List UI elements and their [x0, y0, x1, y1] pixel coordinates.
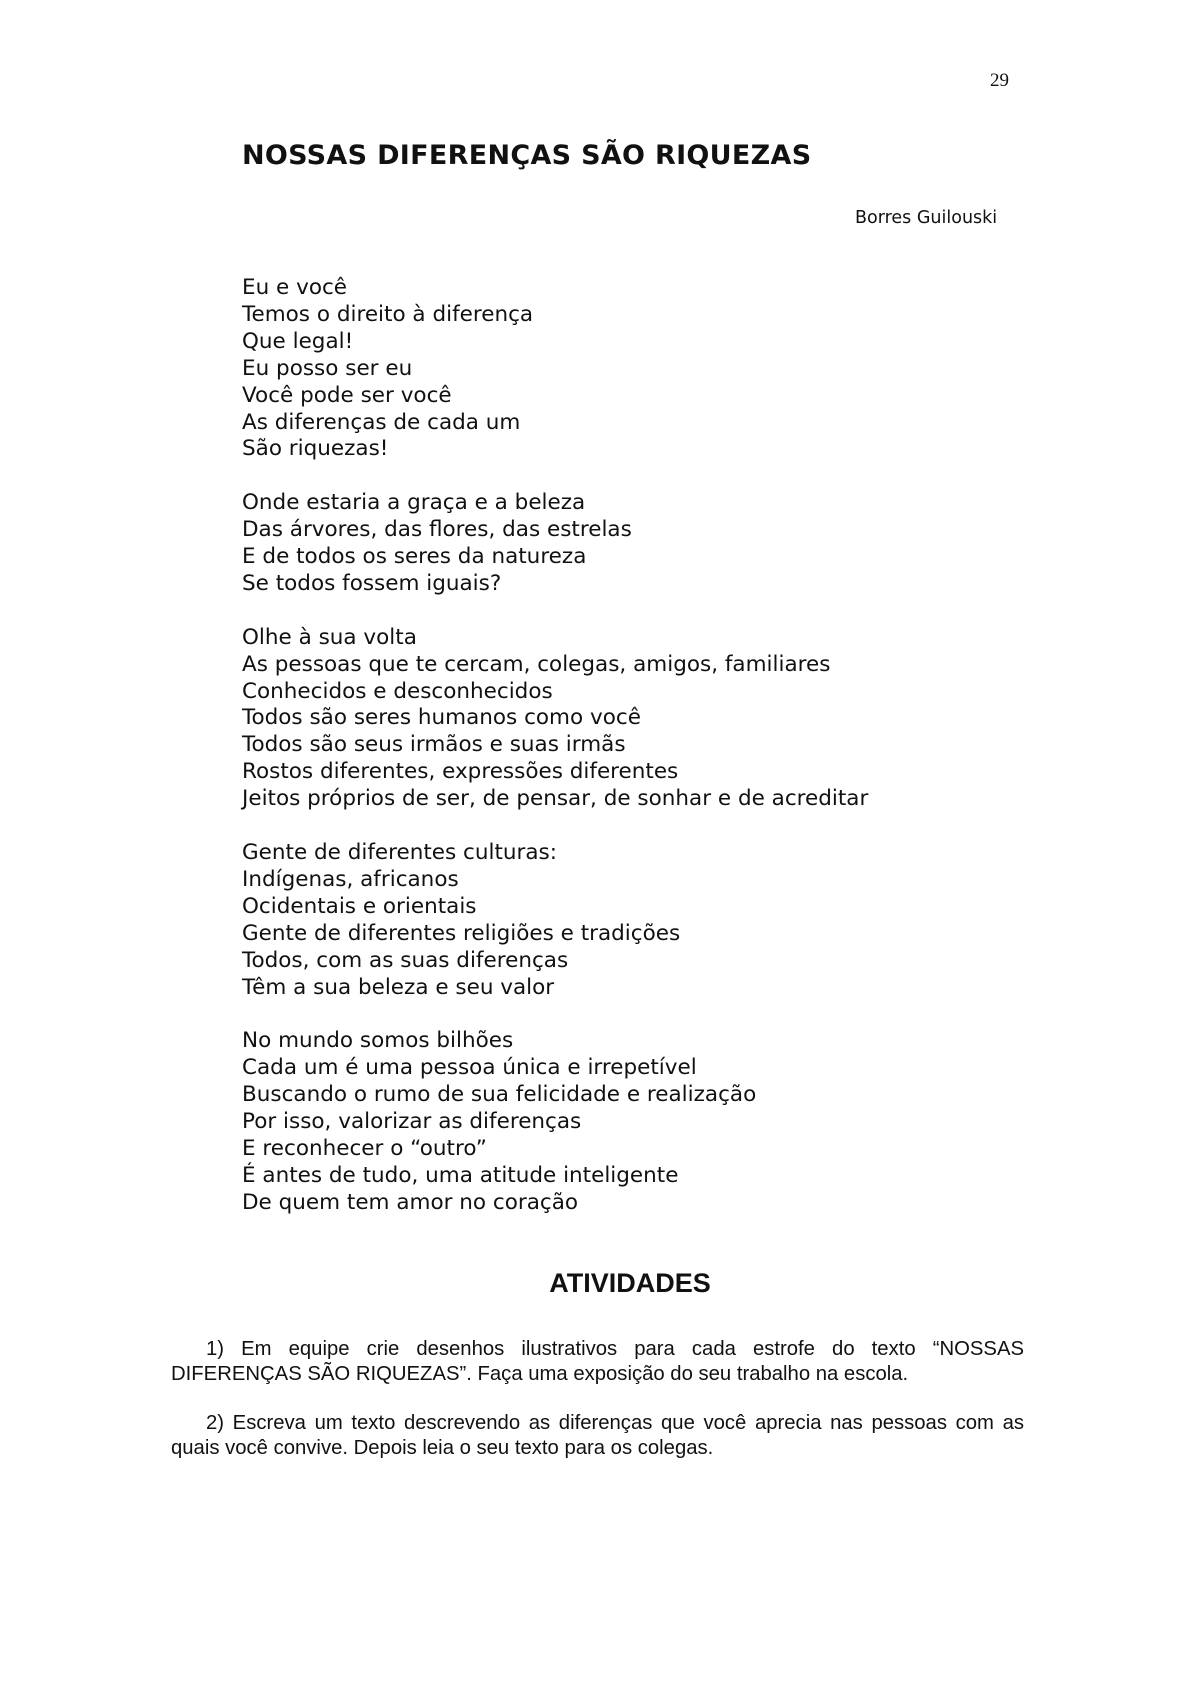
- poem-stanza-2: [242, 490, 868, 598]
- poem-verse: Todos são seres humanos como você: [242, 705, 641, 731]
- poem-verse: Todos são seus irmãos e suas irmãs: [242, 732, 626, 758]
- poem-verse: Ocidentais e orientais: [242, 893, 477, 919]
- poem-stanza-5: [242, 1028, 868, 1216]
- poem-verse: Temos o direito à diferença: [242, 301, 534, 327]
- poem-verse: Se todos fossem iguais?: [242, 570, 502, 596]
- poem-verse: Têm a sua beleza e seu valor: [242, 974, 555, 1000]
- poem-verse: Onde estaria a graça e a beleza: [242, 490, 586, 516]
- poem-verse: Jeitos próprios de ser, de pensar, de sonhar e de acreditar: [242, 786, 869, 812]
- activity-item-2: 2) Escreva um texto descrevendo as diferenças que você aprecia nas pessoas com as quais você convive. Depois leia o seu texto para os colegas.: [171, 1412, 1024, 1459]
- poem-verse: São riquezas!: [242, 436, 389, 462]
- poem-verse: Cada um é uma pessoa única e irrepetível: [242, 1055, 697, 1081]
- poem-stanza-1: [242, 275, 868, 463]
- poem-verse: Das árvores, das flores, das estrelas: [242, 517, 632, 543]
- poem-body: [242, 275, 868, 1244]
- poem-verse: É antes de tudo, uma atitude inteligente: [242, 1162, 679, 1188]
- poem-verse: Indígenas, africanos: [242, 866, 459, 892]
- poem-verse: Eu e você: [242, 275, 348, 300]
- poem-stanza-4: [242, 840, 868, 1001]
- poem-verse: Rostos diferentes, expressões diferentes: [242, 759, 679, 785]
- poem-verse: Gente de diferentes culturas:: [242, 839, 557, 865]
- poem-verse: Por isso, valorizar as diferenças: [242, 1109, 582, 1135]
- activities-list: [171, 1337, 1024, 1485]
- poem-verse: As diferenças de cada um: [242, 409, 521, 435]
- poem-verse: Todos, com as suas diferenças: [242, 947, 569, 973]
- poem-title: NOSSAS DIFERENÇAS SÃO RIQUEZAS: [242, 140, 812, 171]
- poem-author: Borres Guilouski: [855, 208, 998, 228]
- poem-stanza-3: [242, 625, 868, 813]
- poem-verse: Buscando o rumo de sua felicidade e realização: [242, 1082, 757, 1108]
- poem-verse: Eu posso ser eu: [242, 355, 413, 381]
- poem-verse: No mundo somos bilhões: [242, 1028, 514, 1054]
- poem-verse: E de todos os seres da natureza: [242, 544, 587, 570]
- page-number: 29: [990, 70, 1009, 91]
- activity-item-1: 1) Em equipe crie desenhos ilustrativos para cada estrofe do texto “NOSSAS DIFERENÇAS SÃO RIQUEZAS”. Faça uma exposição do seu trabalho na escola.: [171, 1338, 1024, 1385]
- poem-verse: As pessoas que te cercam, colegas, amigos, familiares: [242, 651, 831, 677]
- poem-verse: Conhecidos e desconhecidos: [242, 678, 553, 704]
- activities-heading: ATIVIDADES: [549, 1268, 711, 1298]
- poem-verse: Você pode ser você: [242, 382, 452, 408]
- poem-verse: Gente de diferentes religiões e tradições: [242, 920, 681, 946]
- poem-verse: De quem tem amor no coração: [242, 1189, 579, 1215]
- poem-verse: Que legal!: [242, 328, 354, 354]
- poem-verse: Olhe à sua volta: [242, 624, 417, 650]
- poem-verse: E reconhecer o “outro”: [242, 1135, 487, 1161]
